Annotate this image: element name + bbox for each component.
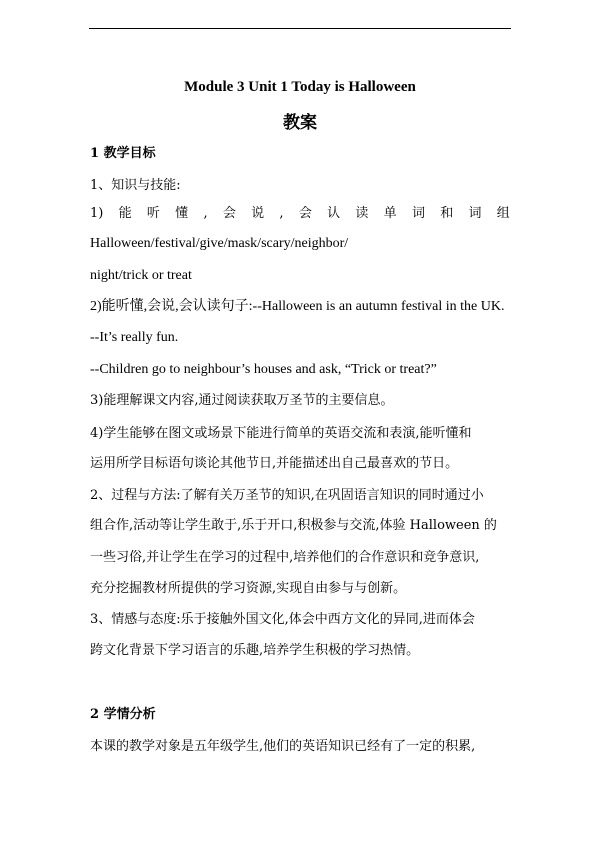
item1-char: 词: [411, 206, 425, 221]
item1-line: [90, 204, 510, 224]
item2-sentence-2: --It’s really fun.: [90, 330, 179, 345]
item1-char: 会: [222, 206, 236, 221]
item4-line-a: 4)学生能够在图文或场景下能进行简单的英语交流和表演,能听懂和: [90, 426, 472, 441]
knowledge-heading: 1、知识与技能:: [90, 178, 181, 193]
header-rule: [89, 28, 511, 29]
item1-char: 和: [440, 206, 454, 221]
item1-char: 读: [355, 206, 369, 221]
section1-heading: 1 教学目标: [90, 146, 156, 161]
emotion-line-a: 3、情感与态度:乐于接触外国文化,体会中西方文化的异同,进而体会: [90, 612, 475, 627]
item1-char: 认: [327, 206, 341, 221]
process-line-a: 2、过程与方法:了解有关万圣节的知识,在巩固语言知识的同时通过小: [90, 488, 484, 503]
item2-line: 2)能听懂,会说,会认读句子:--Halloween is an autumn festival in the UK.: [90, 299, 505, 314]
item1-char: 听: [146, 206, 160, 221]
item1-char: 懂: [175, 206, 189, 221]
item1-char: 说: [251, 206, 265, 221]
process-line-d: 充分挖掘教材所提供的学习资源,实现自由参与与创新。: [90, 581, 407, 596]
emotion-line-b: 跨文化背景下学习语言的乐趣,培养学生积极的学习热情。: [90, 643, 420, 658]
item1-words-a: Halloween/festival/give/mask/scary/neighbor/: [90, 236, 349, 251]
item1-char: 能: [118, 206, 132, 221]
document-title: Module 3 Unit 1 Today is Halloween: [184, 79, 416, 95]
item1-char: ,: [279, 206, 284, 221]
item1-char: 词: [468, 206, 482, 221]
section2-heading: 2 学情分析: [90, 707, 156, 722]
item2-sentence-3: --Children go to neighbour’s houses and ask, “Trick or treat?”: [90, 362, 437, 377]
item1-char: 会: [298, 206, 312, 221]
item1-words-b: night/trick or treat: [90, 268, 192, 283]
item4-line-b: 运用所学目标语句谈论其他节日,并能描述出自己最喜欢的节日。: [90, 456, 459, 471]
item3-line: 3)能理解课文内容,通过阅读获取万圣节的主要信息。: [90, 393, 394, 408]
item1-char: ,: [203, 206, 208, 221]
process-line-b: 组合作,活动等让学生敢于,乐于开口,积极参与交流,体验 Halloween 的: [90, 518, 497, 533]
item1-char: 组: [496, 206, 510, 221]
analysis-line-a: 本课的教学对象是五年级学生,他们的英语知识已经有了一定的积累,: [90, 739, 476, 754]
item1-char: 1): [90, 206, 104, 221]
item1-char: 单: [383, 206, 397, 221]
document-subtitle: 教案: [283, 113, 317, 132]
process-line-c: 一些习俗,并让学生在学习的过程中,培养他们的合作意识和竞争意识,: [90, 550, 480, 565]
